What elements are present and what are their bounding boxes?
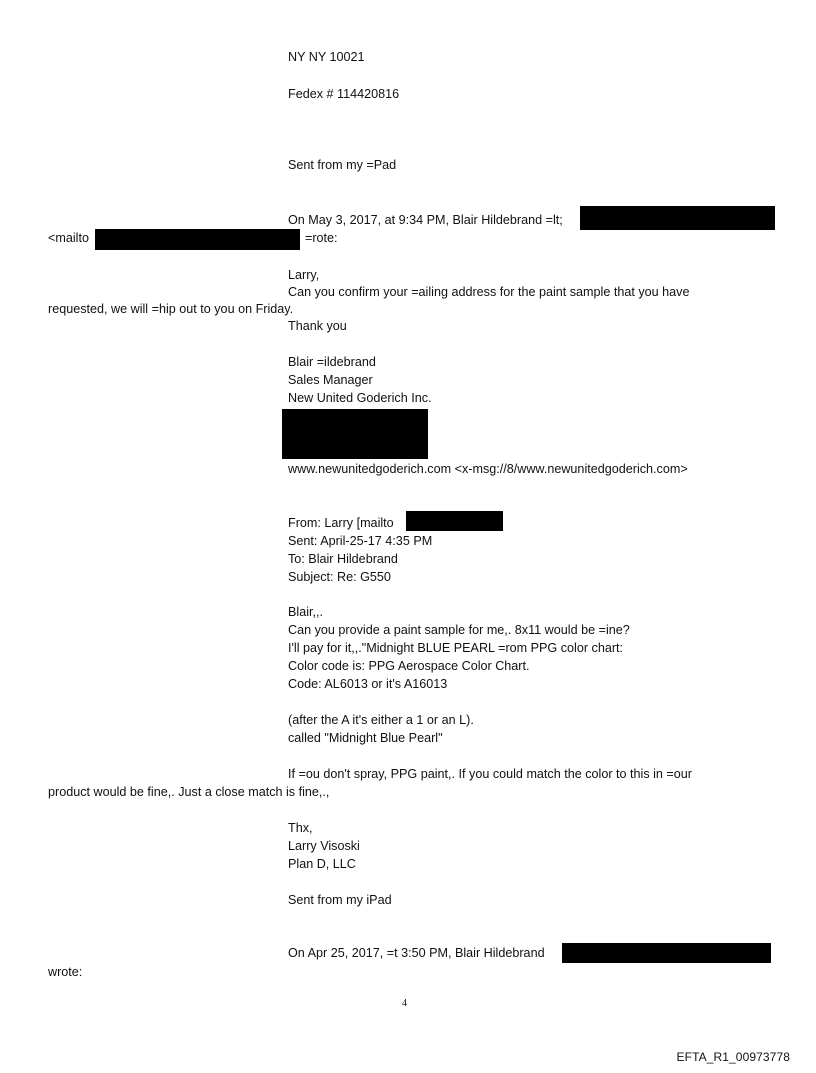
signature-name: Blair =ildebrand	[288, 355, 376, 369]
body-line: I'll pay for it,,."Midnight BLUE PEARL =rom PPG color chart:	[288, 641, 624, 655]
mailto-line: <mailto	[48, 231, 89, 245]
body-line: called "Midnight Blue Pearl"	[288, 731, 443, 745]
body-line: requested, we will =hip out to you on Friday.	[48, 302, 294, 316]
document-id: EFTA_R1_00973778	[676, 1050, 790, 1064]
redaction-box	[282, 409, 428, 459]
body-line: Can you confirm your =ailing address for the paint sample that you have	[288, 285, 690, 299]
body-line: Color code is: PPG Aerospace Color Chart.	[288, 659, 530, 673]
redaction-box	[406, 511, 503, 531]
to-line: To: Blair Hildebrand	[288, 552, 398, 566]
sent-date-line: Sent: April-25-17 4:35 PM	[288, 534, 433, 548]
redaction-box	[562, 943, 771, 963]
fedex-line: Fedex # 114420816	[288, 87, 400, 101]
body-line: Code: AL6013 or it's A16013	[288, 677, 448, 691]
closing-line: Thank you	[288, 319, 347, 333]
body-line: product would be fine,. Just a close match is fine,.,	[48, 785, 330, 799]
wrote-line: =rote:	[305, 231, 338, 245]
redaction-box	[580, 206, 775, 230]
sent-from-line: Sent from my iPad	[288, 893, 392, 907]
sent-from-line: Sent from my =Pad	[288, 158, 397, 172]
website-line: www.newunitedgoderich.com <x-msg://8/www.newunitedgoderich.com>	[288, 462, 688, 476]
body-line: Can you provide a paint sample for me,. 8x11 would be =ine?	[288, 623, 630, 637]
quote-header-line: On May 3, 2017, at 9:34 PM, Blair Hildebrand =lt;	[288, 213, 563, 227]
subject-line: Subject: Re: G550	[288, 570, 391, 584]
greeting-line: Larry,	[288, 268, 320, 282]
redaction-box	[95, 229, 300, 250]
body-line: (after the A it's either a 1 or an L).	[288, 713, 474, 727]
body-line: If =ou don't spray, PPG paint,. If you could match the color to this in =our	[288, 767, 692, 781]
page-number: 4	[402, 998, 407, 1009]
signature-company: Plan D, LLC	[288, 857, 356, 871]
quote-header-line: On Apr 25, 2017, =t 3:50 PM, Blair Hildebrand	[288, 946, 545, 960]
wrote-line: wrote:	[48, 965, 83, 979]
signature-name: Larry Visoski	[288, 839, 360, 853]
from-line: From: Larry [mailto	[288, 516, 394, 530]
signature-company: New United Goderich Inc.	[288, 391, 432, 405]
signature-title: Sales Manager	[288, 373, 373, 387]
closing-line: Thx,	[288, 821, 313, 835]
address-line: NY NY 10021	[288, 50, 365, 64]
greeting-line: Blair,,.	[288, 605, 323, 619]
